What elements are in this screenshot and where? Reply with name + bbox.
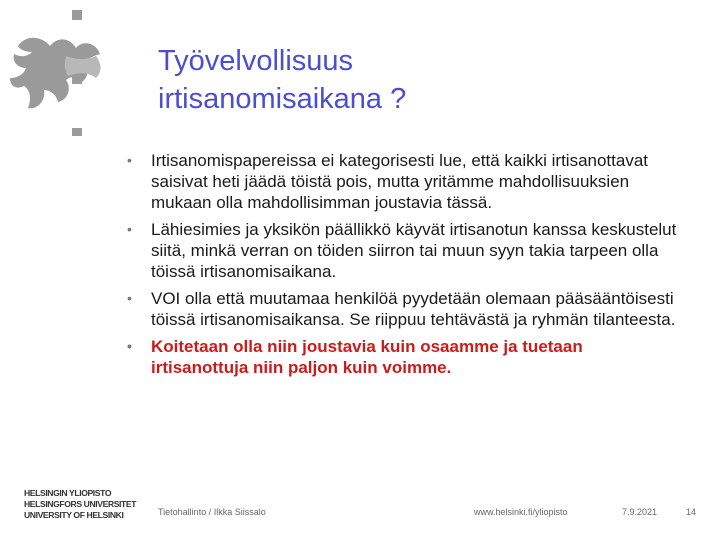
bullet-symbol: • [127, 221, 132, 237]
bullet-list [122, 150, 682, 384]
university-name [24, 488, 136, 521]
footer-author: Tietohallinto / Ilkka Siissalo [158, 507, 266, 517]
slide-title-line-2: irtisanomisaikana ? [158, 83, 407, 115]
university-logo [6, 6, 126, 136]
bullet-text: VOI olla että muutamaa henkilöä pyydetään olemaan pääsääntöisesti töissä irtisanomisaikansa. Se riippuu tehtävästä ja ryhmän tilanteesta. [151, 289, 676, 329]
bullet-item [122, 150, 682, 213]
page-number: 14 [686, 507, 697, 517]
bullet-item [122, 219, 682, 282]
bullet-text: Irtisanomispapereissa ei kategorisesti lue, että kaikki irtisanottavat saisivat heti jäädä töistä pois, mutta yritämme mahdollisuuksien mukaan olla mahdollisimman joustavia tässä. [151, 151, 649, 212]
university-name-fi: HELSINGIN YLIOPISTO [24, 488, 112, 498]
footer-url: www.helsinki.fi/yliopisto [474, 507, 568, 517]
university-name-en: UNIVERSITY OF HELSINKI [24, 510, 124, 520]
university-name-sv: HELSINGFORS UNIVERSITET [24, 499, 137, 509]
bullet-text: Lähiesimies ja yksikön päällikkö käyvät irtisanotun kanssa keskustelut siitä, minkä verran on töiden siirron tai muun syyn takia tarpeen olla töissä irtisanomisaikana. [151, 220, 677, 281]
bullet-symbol: • [127, 290, 132, 306]
bullet-symbol: • [127, 152, 132, 168]
bullet-item-highlighted [122, 336, 682, 378]
bullet-text: Koitetaan olla niin joustavia kuin osaamme ja tuetaan irtisanottuja niin paljon kuin voimme. [151, 337, 583, 377]
bullet-item [122, 288, 682, 330]
footer-date: 7.9.2021 [622, 507, 658, 517]
slide-title [158, 42, 678, 118]
bullet-symbol: • [127, 338, 132, 354]
slide-title-line-1: Työvelvollisuus [158, 45, 354, 77]
